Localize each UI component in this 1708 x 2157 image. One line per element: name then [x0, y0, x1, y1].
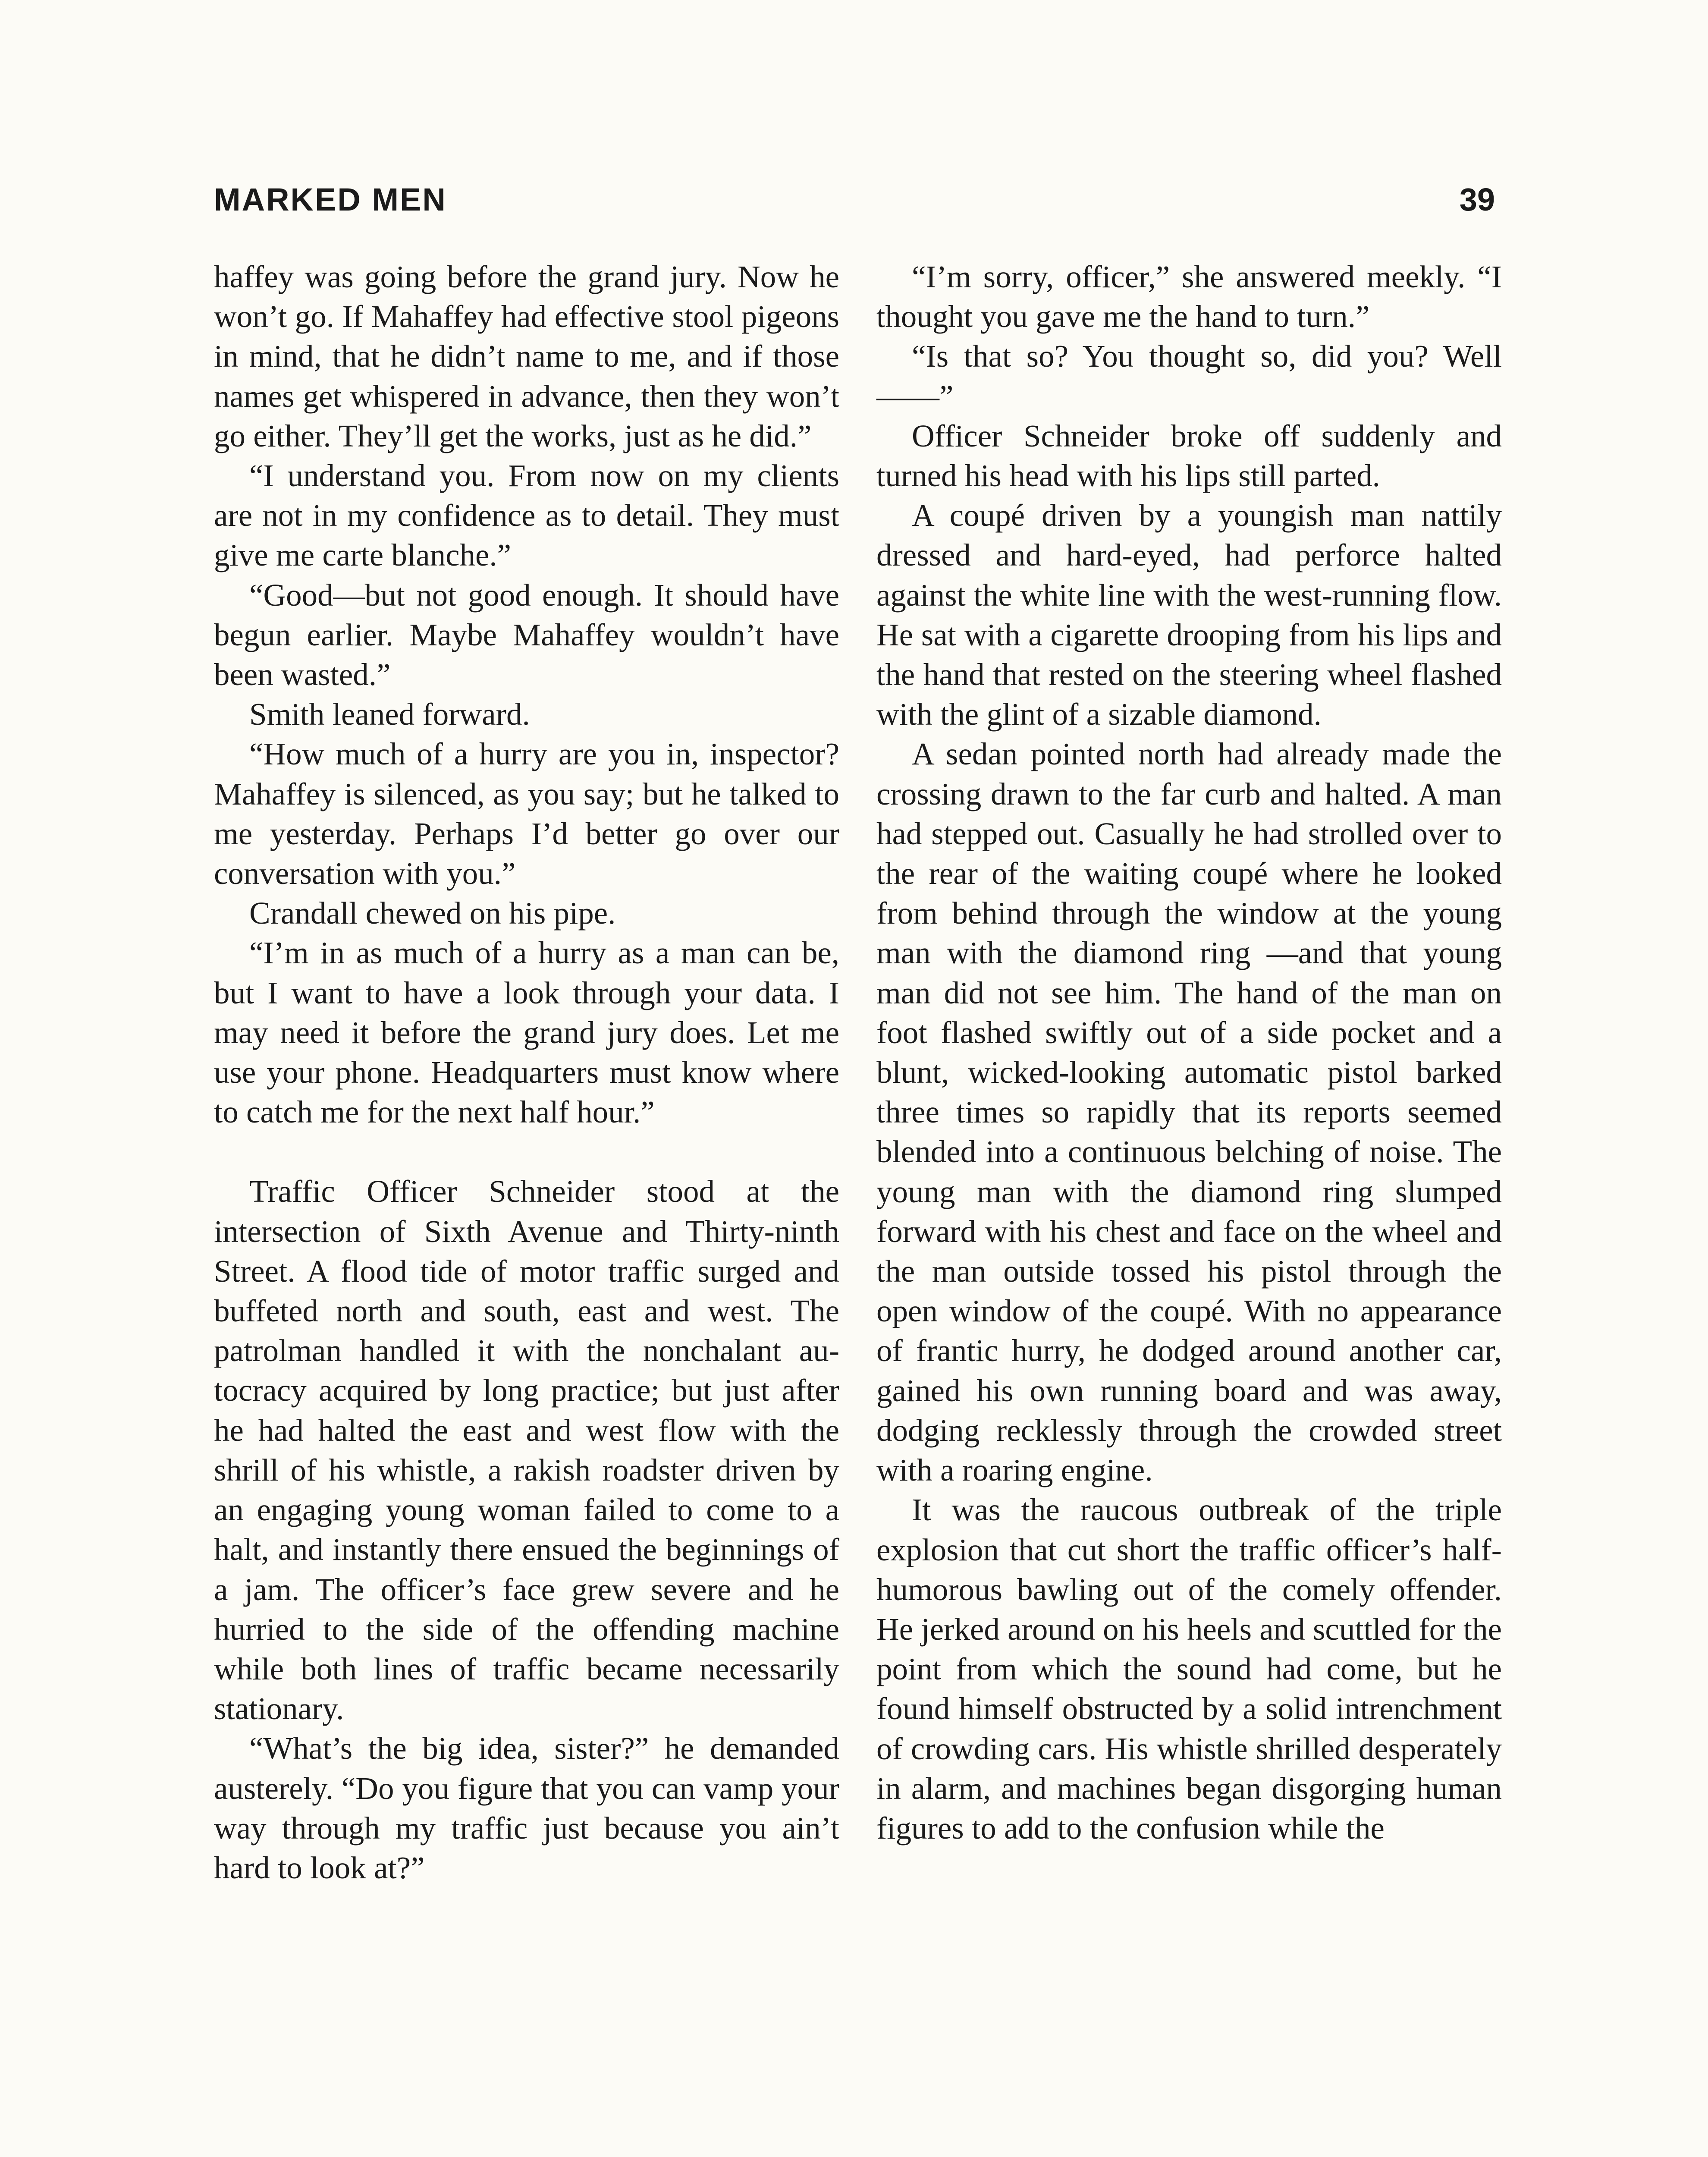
paragraph: “What’s the big idea, sister?” he demanded austerely. “Do you figure that you can vamp your way through my traffic just because you ain’t hard to look at?”: [214, 1731, 839, 1885]
paragraph: Crandall chewed on his pipe.: [249, 896, 616, 931]
paragraph: “I understand you. From now on my clients are not in my confidence as to detail. They must give me carte blanche.”: [214, 458, 839, 573]
page-number: 39: [1459, 182, 1495, 217]
paragraph: “Good—but not good enough. It should have begun earlier. Maybe Mahaffey wouldn’t have been wasted.”: [214, 577, 839, 692]
paragraph: “How much of a hurry are you in, inspector? Mahaffey is silenced, as you say; but he talked to me yesterday. Perhaps I’d better go over our conversation with you.”: [214, 736, 839, 891]
page-header: [214, 181, 1495, 229]
paragraph: “Is that so? You thought so, did you? Well——”: [876, 339, 1502, 414]
paragraph: A coupé driven by a youngish man nattily dressed and hard-eyed, had perforce halted against the white line with the west-running flow. He sat with a cigarette drooping from his lips and the hand that rested on the steering wheel flashed with the glint of a sizable diamond.: [876, 498, 1502, 732]
paragraph: haffey was going before the grand jury. Now he won’t go. If Mahaffey had effective stool pigeons in mind, that he didn’t name to me, and if those names get whispered in advance, then they won’t go either. They’ll get the works, just as he did.”: [214, 259, 839, 453]
left-column: [214, 257, 839, 1888]
right-column: [876, 257, 1502, 1848]
paragraph: A sedan pointed north had already made the crossing drawn to the far curb and halted. A man had stepped out. Casually he had strolled over to the rear of the waiting coupé where he looked from behind through the window at the young man with the diamond ring —and that young man did not see him. The hand of the man on foot flashed swiftly out of a side pocket and a blunt, wicked-looking automatic pistol barked three times so rapidly that its reports seemed blended into a continuous belching of noise. The young man with the diamond ring slumped forward with his chest and face on the wheel and the man outside tossed his pistol through the open window of the coupé. With no appearance of frantic hurry, he dodged around another car, gained his own running board and was away, dodging recklessly through the crowded street with a roaring engine.: [876, 736, 1502, 1488]
paragraph: “I’m sorry, officer,” she answered meekly. “I thought you gave me the hand to turn.”: [876, 259, 1502, 334]
paragraph: It was the raucous outbreak of the triple explosion that cut short the traffic officer’s half-humorous bawling out of the comely offender. He jerked around on his heels and scuttled for the point from which the sound had come, but he found himself obstructed by a solid intrenchment of crowding cars. His whistle shrilled desperately in alarm, and machines began disgorging human figures to add to the confusion while the: [876, 1492, 1502, 1846]
running-title: MARKED MEN: [214, 182, 447, 217]
paragraph: Smith leaned forward.: [249, 697, 530, 732]
paragraph: Officer Schneider broke off suddenly and turned his head with his lips still parted.: [876, 418, 1502, 494]
paragraph: “I’m in as much of a hurry as a man can be, but I want to have a look through your data. I may need it before the grand jury does. Let me use your phone. Headquarters must know where to catch me for the next half hour.”: [214, 935, 839, 1130]
paragraph: Traffic Officer Schneider stood at the intersection of Sixth Avenue and Thirty-ninth Street. A flood tide of motor traffic surged and buffeted north and south, east and west. The patrolman handled it with the nonchalant autocracy acquired by long practice; but just after he had halted the east and west flow with the shrill of his whistle, a rakish roadster driven by an engaging young woman failed to come to a halt, and instantly there ensued the beginnings of a jam. The officer’s face grew severe and he hurried to the side of the offending machine while both lines of traffic became necessarily stationary.: [214, 1174, 839, 1726]
